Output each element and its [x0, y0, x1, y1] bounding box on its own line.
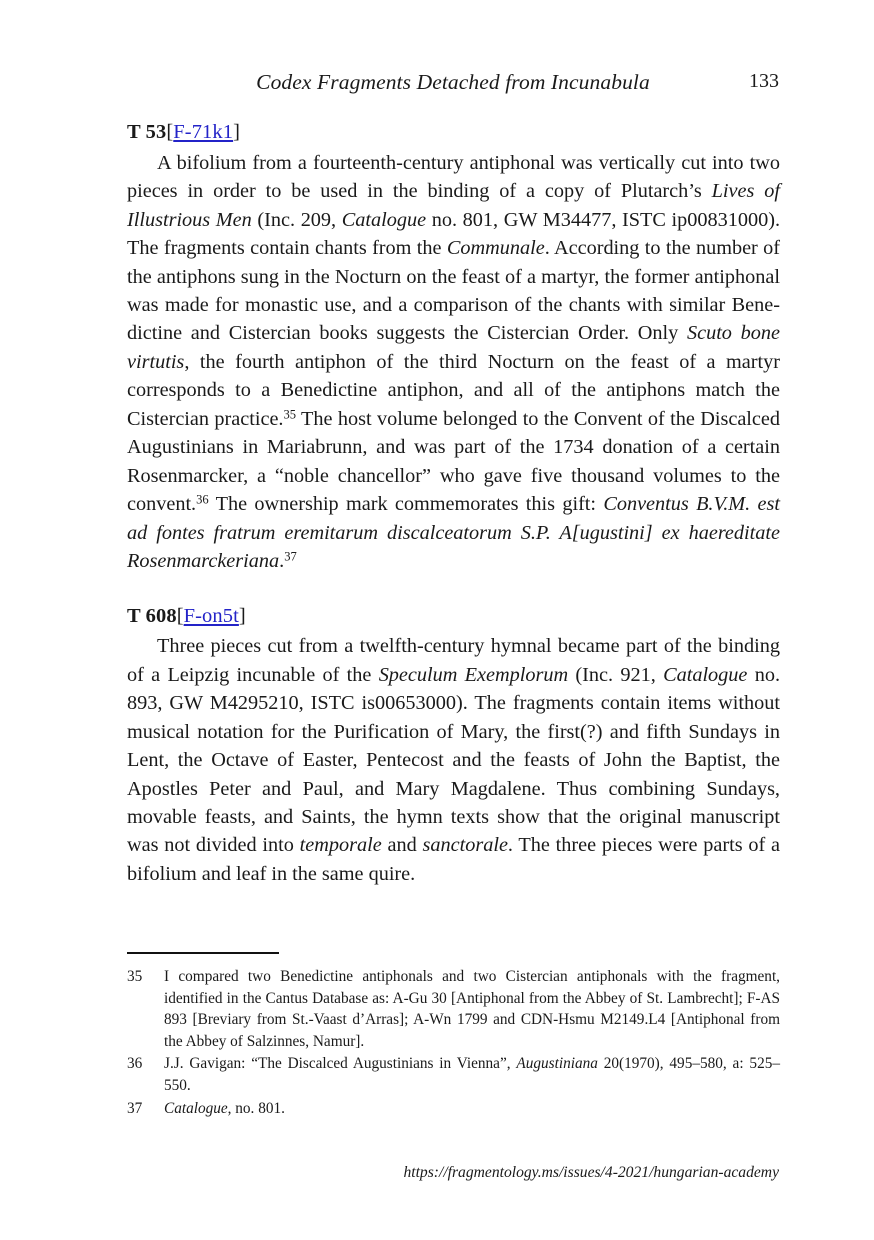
footnote-separator-rule	[127, 952, 279, 954]
bracket-close: ]	[233, 121, 241, 143]
paragraph-t53	[127, 149, 780, 576]
par-text: , the fourth antiphon of the third Nocturn on the feast of a martyr corresponds to a Benedictine antiphon, and all of the antiphons match the Cistercian practice.	[127, 350, 780, 430]
par-text: . The three pieces were parts of a bifolium and leaf in the same quire.	[127, 834, 781, 885]
section-label: T 608	[127, 604, 177, 627]
section-label: T 53	[127, 121, 167, 143]
bracket-open: [	[166, 121, 174, 143]
fragment-link-f-on5t[interactable]: F-on5t	[183, 604, 239, 627]
par-text: no. 801, GW M34477, ISTC ip00831000). The fragments contain chants from the	[127, 208, 781, 260]
chant-scuto-bone-virtutis: Scuto bone virtutis	[127, 322, 780, 373]
title-catalogue: Catalogue	[663, 663, 748, 686]
ownership-mark-latin: Conventus B.V.M. est ad fontes fratrum eremitarum discalceatorum S.P. A[ugustini] ex haereditate Rosenmarckeriana	[127, 493, 780, 573]
footnote-text	[164, 1053, 780, 1096]
par-text: (Inc. 209,	[251, 208, 342, 231]
running-header	[127, 70, 779, 100]
paragraph-t608	[127, 632, 780, 888]
footnote-number: 36	[127, 1055, 143, 1073]
par-text: A bifolium from a fourteenth-century antiphonal was vertically cut into two pieces in order to be used in the binding of a copy of Plutarch’s	[127, 151, 780, 203]
footnote-36	[127, 1053, 780, 1096]
bracket-close: ]	[238, 604, 246, 627]
section-heading-t608	[127, 602, 780, 632]
footnote-marker-35[interactable]: 35	[283, 407, 297, 422]
journal-title-augustiniana: Augustiniana	[516, 1055, 598, 1073]
footnote-number: 35	[127, 968, 143, 985]
fragment-link-f-71k1[interactable]: F-71k1	[173, 121, 234, 143]
footnote-text-part: 20(1970), 495–580, a: 525–550.	[164, 1055, 780, 1094]
page-number: 133	[749, 70, 779, 92]
footnotes-section	[127, 952, 780, 1120]
title-speculum-exemplorum: Speculum Exemplorum	[378, 663, 569, 686]
footnote-35	[127, 966, 780, 1052]
footnote-text-part: J.J. Gavigan: “The Discalced Augustinians in Vienna”,	[164, 1055, 517, 1073]
par-text: The host volume belonged to the Convent of the Discalced Augustinians in Mariabrunn, and was part of the 1734 donation of a certain Rosenmarcker, a “noble chancellor” who gave five thousand volumes to the convent.	[127, 407, 781, 516]
text-column	[127, 118, 780, 888]
par-text: Three pieces cut from a twelfth-century hymnal became part of the binding of a Leipzig incunable of the	[127, 635, 780, 686]
footnote-marker-36[interactable]: 36	[196, 492, 209, 507]
par-text: no. 893, GW M4295210, ISTC is00653000). The fragments contain items without musical notation for the Purification of Mary, the first(?) and fifth Sundays in Lent, the Octave of Easter, Pentecost and the feasts of John the Baptist, the Apostles Peter and Paul, and Mary Magdalene. Thus combining Sundays, movable feasts, and Saints, the hymn texts show that the original manuscript was not divided into	[127, 663, 781, 857]
term-sanctorale: sanctorale	[422, 834, 508, 857]
title-catalogue: Catalogue	[341, 208, 427, 231]
footnote-37	[127, 1098, 780, 1120]
par-text: and	[381, 834, 423, 857]
par-text: . According to the number of the antiphons sung in the Nocturn on the feast of a martyr, the former antiphonal was made for monastic use, and a comparison of the chants with similar Benedictine and Cistercian books suggests the Cistercian Order. Only	[127, 237, 780, 345]
bracket-open: [	[176, 604, 184, 627]
footnote-text-part: , no. 801.	[227, 1099, 285, 1117]
title-lives-of-illustrious-men: Lives of Illustrious Men	[127, 180, 780, 231]
par-text: The ownership mark commemorates this gift:	[208, 493, 604, 516]
par-text: .	[279, 550, 285, 573]
running-header-title: Codex Fragments Detached from Incunabula	[256, 70, 650, 94]
par-text: (Inc. 921,	[568, 663, 664, 686]
footnote-marker-37[interactable]: 37	[284, 549, 297, 564]
title-communale: Communale	[446, 237, 545, 260]
title-catalogue: Catalogue	[164, 1099, 228, 1117]
footnote-text-part: I compared two Benedictine antiphonals and two Cistercian antiphonals with the fragment, identified in the Cantus Database as: A-Gu 30 [Antiphonal from the Abbey of St. Lambrecht]; F-AS 893 [Breviary from St.-Vaast d’Arras]; A-Wn 1799 and CDN-Hsmu M2149.L4 [Antiphonal from the Abbey of Salzinnes, Namur].	[164, 968, 780, 1050]
section-heading-t53	[127, 118, 780, 148]
page-footer-url[interactable]: https://fragmentology.ms/issues/4-2021/hungarian-academy	[403, 1164, 779, 1181]
footnote-text	[164, 1098, 780, 1120]
term-temporale: temporale	[299, 834, 382, 857]
footnote-text	[164, 966, 780, 1052]
footnote-number: 37	[127, 1099, 143, 1117]
